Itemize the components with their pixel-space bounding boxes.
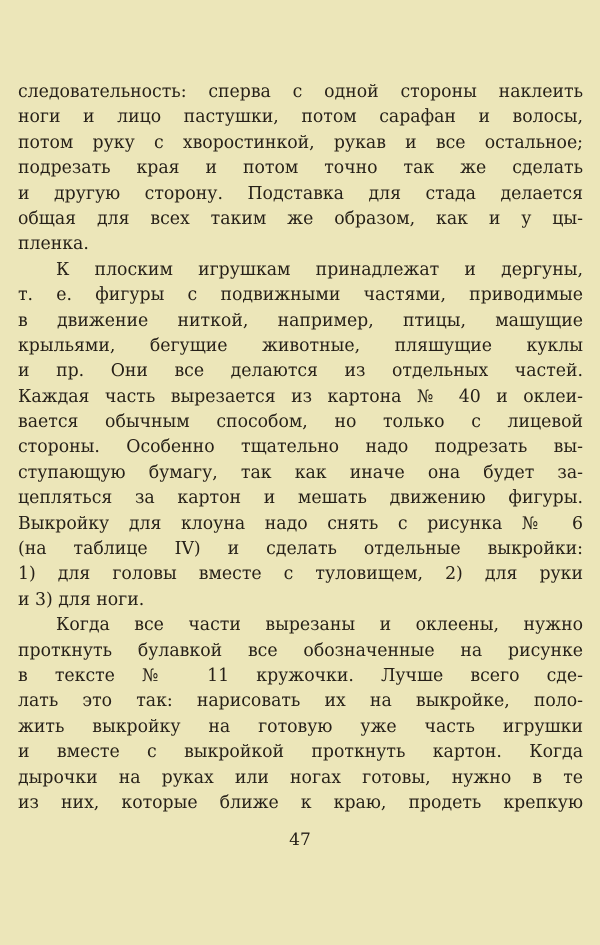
page-number: 47	[289, 830, 311, 850]
text-line: подрезать края и потом точно так же сделать	[18, 158, 583, 179]
text-line: и 3) для ноги.	[18, 589, 145, 610]
text-line: Каждая часть вырезается из картона № 40 и оклеи-	[18, 386, 583, 407]
text-line: и другую сторону. Подставка для стада делается	[18, 183, 583, 204]
text-line: 1) для головы вместе с туловищем, 2) для руки	[18, 564, 583, 585]
text-line: Выкройку для клоуна надо снять с рисунка № 6	[18, 513, 583, 534]
body-text	[18, 80, 583, 816]
text-line: т. е. фигуры с подвижными частями, приводимые	[18, 285, 583, 306]
text-line: ноги и лицо пастушки, потом сарафан и волосы,	[18, 107, 583, 128]
text-line: потом руку с хворостинкой, рукав и все остальное;	[18, 132, 583, 153]
text-line: вается обычным способом, но только с лицевой	[18, 412, 583, 433]
text-line: стороны. Особенно тщательно надо подрезать вы-	[18, 437, 583, 458]
text-line: цепляться за картон и мешать движению фигуры.	[18, 488, 583, 509]
text-line: К плоским игрушкам принадлежат и дергуны,	[56, 259, 583, 280]
text-line: жить выкройку на готовую уже часть игрушки	[18, 716, 583, 737]
text-line: следовательность: сперва с одной стороны наклеить	[18, 82, 583, 102]
text-line: крыльями, бегущие животные, пляшущие куклы	[18, 335, 583, 356]
text-line: из них, которые ближе к краю, продеть крепкую	[18, 792, 583, 813]
text-line: Когда все части вырезаны и оклеены, нужно	[56, 615, 583, 636]
text-line: пленка.	[18, 234, 89, 255]
text-line: дырочки на руках или ногах готовы, нужно в те	[18, 767, 583, 788]
text-line: и вместе с выкройкой проткнуть картон. Когда	[18, 742, 583, 763]
text-line: в тексте № 11 кружочки. Лучше всего сде-	[18, 665, 583, 686]
text-line: проткнуть булавкой все обозначенные на рисунке	[18, 640, 583, 661]
text-line: (на таблице IV) и сделать отдельные выкройки:	[18, 539, 583, 560]
text-line: ступающую бумагу, так как иначе она будет за-	[18, 462, 583, 483]
text-line: общая для всех таким же образом, как и у цы-	[18, 208, 583, 229]
text-line: и пр. Они все делаются из отдельных частей.	[18, 361, 583, 382]
text-line: лать это так: нарисовать их на выкройке, поло-	[18, 691, 583, 712]
text-line: в движение ниткой, например, птицы, машущие	[18, 310, 583, 331]
